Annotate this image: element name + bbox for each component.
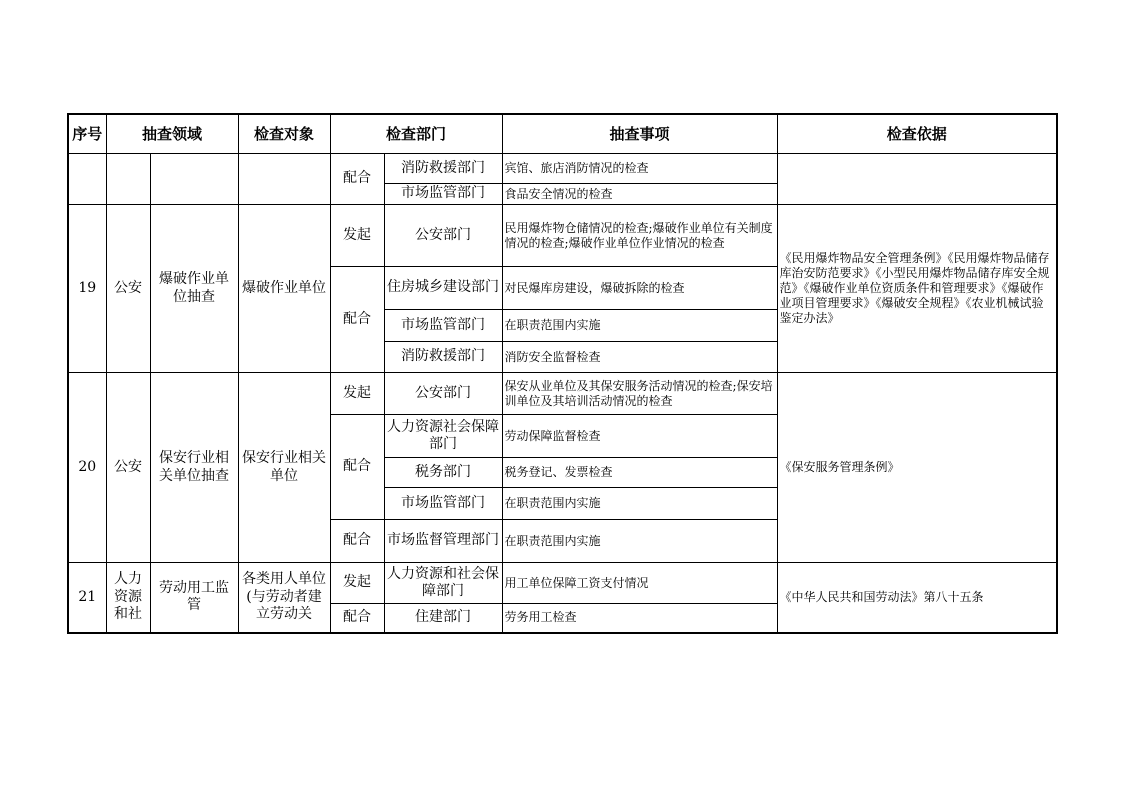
field-cell: 劳动用工监管 — [150, 563, 238, 633]
inspection-table — [67, 113, 1058, 634]
header-items: 抽查事项 — [502, 114, 777, 154]
dept-cell: 市场监管部门 — [384, 488, 502, 520]
table-row — [68, 154, 1057, 184]
dept-cell: 人力资源社会保障部门 — [384, 415, 502, 458]
dept-cell: 市场监管部门 — [384, 310, 502, 342]
item-cell: 消防安全监督检查 — [502, 342, 777, 373]
item-cell: 保安从业单位及其保安服务活动情况的检查;保安培训单位及其培训活动情况的检查 — [502, 373, 777, 415]
dept-cell: 消防救援部门 — [384, 342, 502, 373]
item-cell: 劳动保障监督检查 — [502, 415, 777, 458]
dept-cell: 公安部门 — [384, 373, 502, 415]
table-row — [68, 205, 1057, 267]
header-basis: 检查依据 — [777, 114, 1057, 154]
item-cell: 宾馆、旅店消防情况的检查 — [502, 154, 777, 184]
header-target: 检查对象 — [238, 114, 330, 154]
seq-cell: 19 — [68, 205, 106, 373]
dept-cell: 市场监管部门 — [384, 184, 502, 205]
role-cell: 配合 — [330, 604, 384, 633]
seq-cell: 21 — [68, 563, 106, 633]
dept-cell: 住房城乡建设部门 — [384, 267, 502, 310]
seq-cell: 20 — [68, 373, 106, 563]
role-cell: 发起 — [330, 205, 384, 267]
item-cell: 在职责范围内实施 — [502, 520, 777, 563]
target-cell: 各类用人单位(与劳动者建立劳动关 — [238, 563, 330, 633]
role-cell: 配合 — [330, 415, 384, 520]
item-cell: 在职责范围内实施 — [502, 488, 777, 520]
dept-cell: 人力资源和社会保障部门 — [384, 563, 502, 604]
basis-cell: 《保安服务管理条例》 — [777, 373, 1057, 563]
basis-cell: 《民用爆炸物品安全管理条例》《民用爆炸物品储存库治安防范要求》《小型民用爆炸物品储存库安全规范》《爆破作业单位资质条件和管理要求》《爆破作业项目管理要求》《爆破安全规程》《农业机械试验鉴定办法》 — [777, 205, 1057, 373]
header-dept: 检查部门 — [330, 114, 502, 154]
target-cell: 爆破作业单位 — [238, 205, 330, 373]
item-cell: 对民爆库房建设，爆破拆除的检查 — [502, 267, 777, 310]
role-cell: 配合 — [330, 520, 384, 563]
table-header-row — [68, 114, 1057, 154]
header-field: 抽查领域 — [106, 114, 238, 154]
item-cell: 食品安全情况的检查 — [502, 184, 777, 205]
dept-cell: 消防救援部门 — [384, 154, 502, 184]
org-cell: 人力资源和社 — [106, 563, 150, 633]
table-row — [68, 563, 1057, 604]
org-cell: 公安 — [106, 373, 150, 563]
field-cell: 保安行业相关单位抽查 — [150, 373, 238, 563]
target-cell: 保安行业相关单位 — [238, 373, 330, 563]
table-row — [68, 373, 1057, 415]
role-cell: 配合 — [330, 267, 384, 373]
dept-cell: 市场监督管理部门 — [384, 520, 502, 563]
item-cell: 劳务用工检查 — [502, 604, 777, 633]
item-cell: 用工单位保障工资支付情况 — [502, 563, 777, 604]
dept-cell: 公安部门 — [384, 205, 502, 267]
dept-cell: 税务部门 — [384, 458, 502, 488]
item-cell: 税务登记、发票检查 — [502, 458, 777, 488]
role-cell: 发起 — [330, 373, 384, 415]
dept-cell: 住建部门 — [384, 604, 502, 633]
item-cell: 在职责范围内实施 — [502, 310, 777, 342]
role-cell: 发起 — [330, 563, 384, 604]
role-cell: 配合 — [330, 154, 384, 205]
item-cell: 民用爆炸物仓储情况的检查;爆破作业单位有关制度情况的检查;爆破作业单位作业情况的检查 — [502, 205, 777, 267]
header-seq: 序号 — [68, 114, 106, 154]
field-cell: 爆破作业单位抽查 — [150, 205, 238, 373]
basis-cell: 《中华人民共和国劳动法》第八十五条 — [777, 563, 1057, 633]
org-cell: 公安 — [106, 205, 150, 373]
